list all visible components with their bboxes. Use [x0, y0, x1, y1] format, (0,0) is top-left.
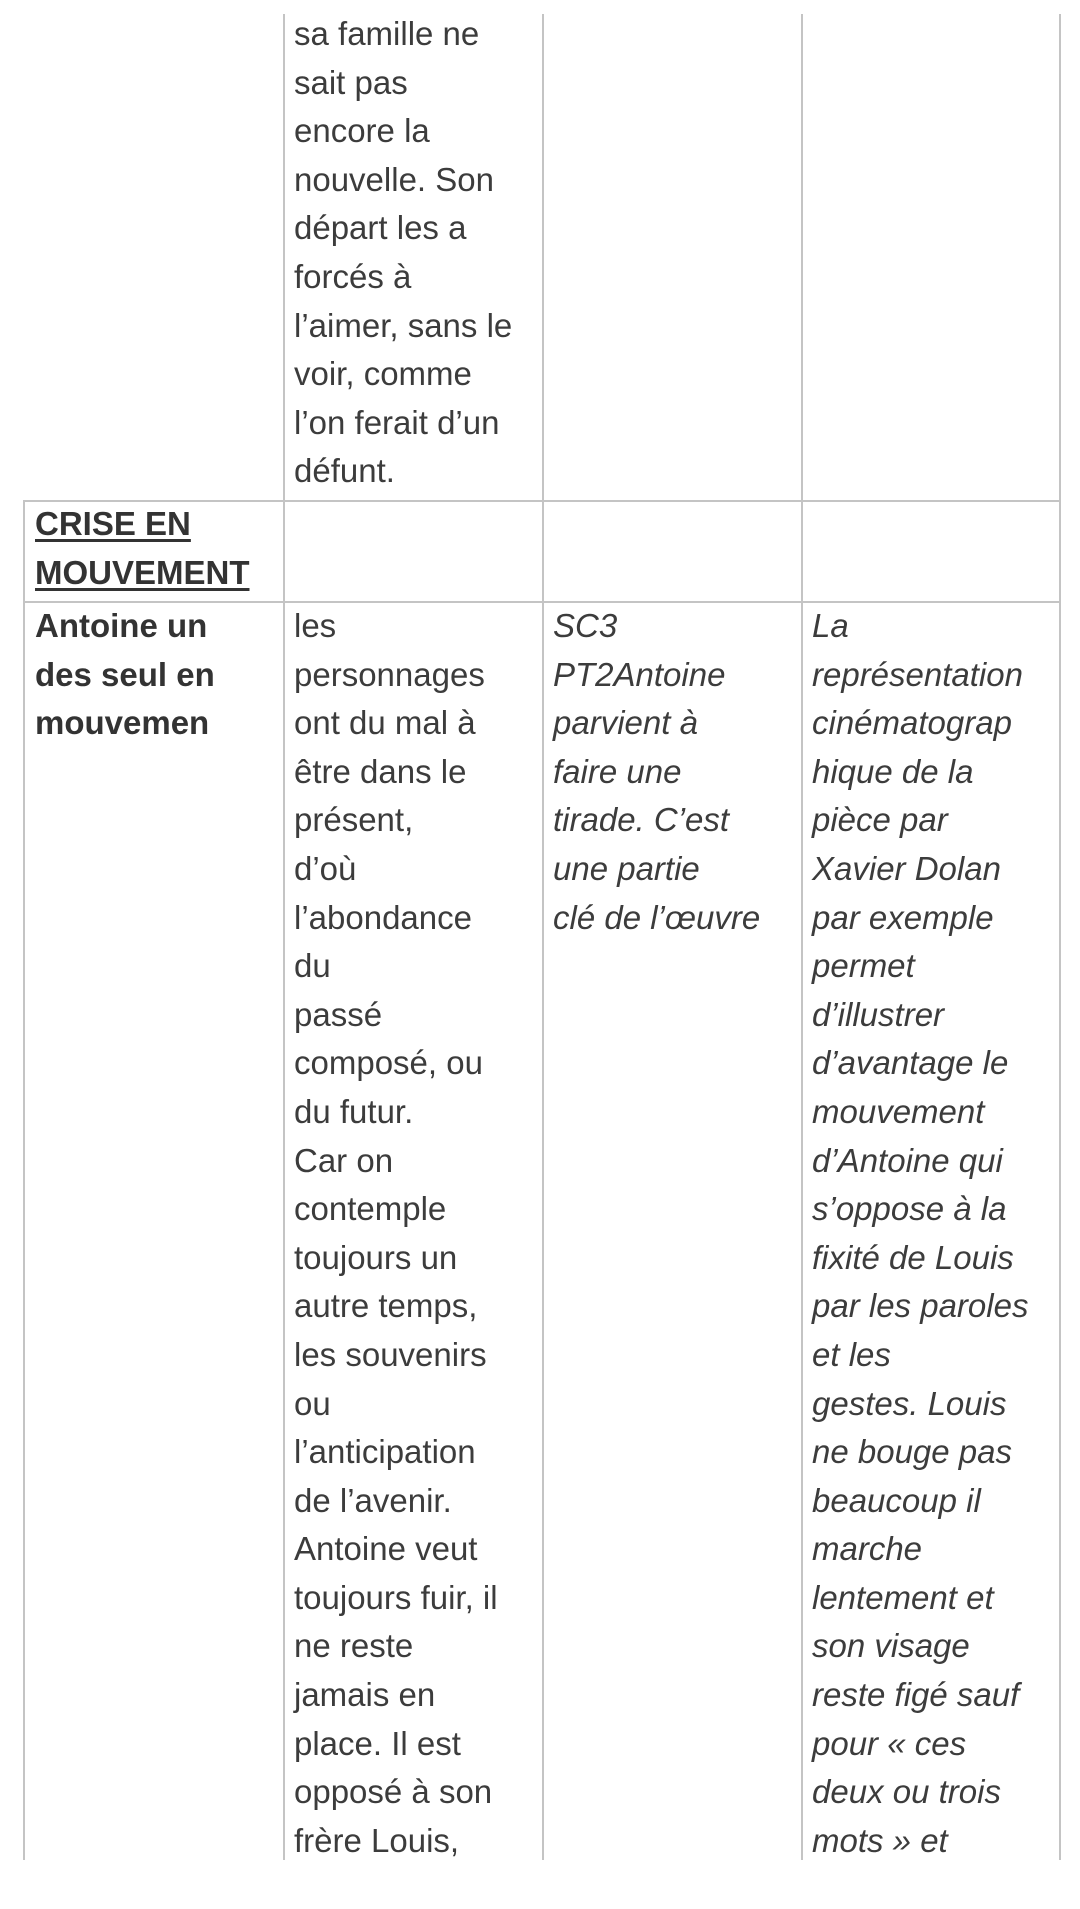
- top-fragment-col2-text: sa famille ne sait pas encore la nouvelle. Son départ les a forcés à l’aimer, sans le voir, comme l’on ferait d’un défunt.: [294, 15, 513, 490]
- section-heading: CRISE EN MOUVEMENT: [35, 505, 250, 591]
- table-divider-3: [801, 14, 803, 1860]
- table-border-right: [1059, 14, 1061, 1860]
- row-col2-text: les personnages ont du mal à être dans le présent, d’où l’abondance du passé composé, ou du futur. Car on contemple toujours un autre temps, les souvenirs ou l’anticipation de l’avenir. Antoine veut toujours fuir, il ne reste jamais en place. Il est opposé à son frère Louis,: [294, 607, 498, 1859]
- table-border-left: [23, 502, 25, 1860]
- table-divider-1: [283, 14, 285, 1860]
- table-divider-2: [542, 14, 544, 1860]
- row-col3-text: SC3 PT2Antoine parvient à faire une tirade. C’est une partie clé de l’œuvre: [553, 607, 761, 936]
- row-col4-text: La représentation cinématograp hique de la pièce par Xavier Dolan par exemple permet d’illustrer d’avantage le mouvement d’Antoine qui s’oppose à la fixité de Louis par les paroles et les gestes. Louis ne bouge pas beaucoup il marche lentement et son visage reste figé sauf pour « ces deux ou trois mots » et: [812, 607, 1029, 1859]
- row-col1-text: Antoine un des seul en mouvemen: [35, 607, 215, 742]
